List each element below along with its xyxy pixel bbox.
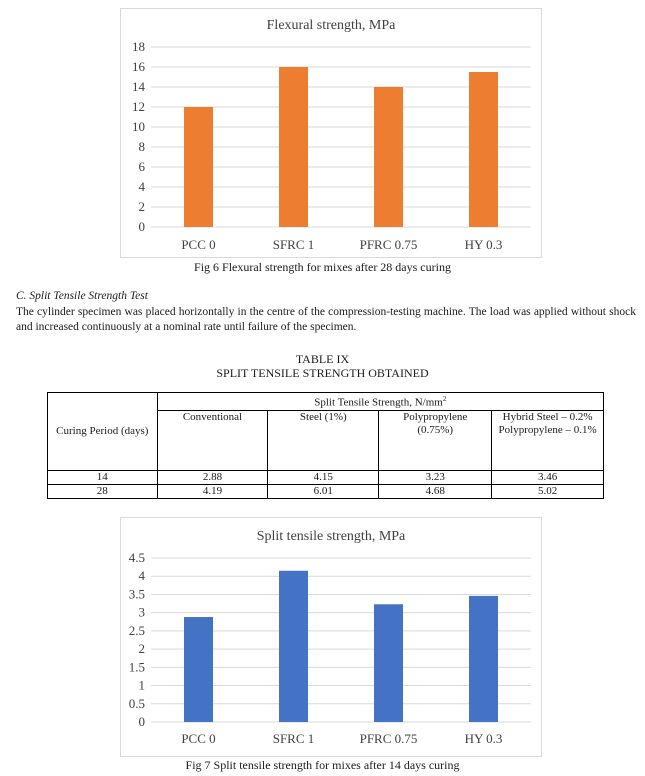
column-header: Hybrid Steel – 0.2% Polypropylene – 0.1% xyxy=(492,410,604,470)
table-cell: 5.02 xyxy=(492,484,604,498)
table-cell: 6.01 xyxy=(268,484,379,498)
table-header-row xyxy=(48,393,604,411)
x-tick-label: PCC 0 xyxy=(181,237,216,252)
x-tick-label: PFRC 0.75 xyxy=(359,237,418,252)
y-tick-label: 8 xyxy=(138,139,145,154)
split-tensile-table xyxy=(47,392,604,499)
bar xyxy=(469,72,498,227)
split-tensile-strength-chart xyxy=(121,518,541,756)
x-tick-label: SFRC 1 xyxy=(272,731,315,746)
y-tick-label: 2 xyxy=(138,641,145,657)
y-tick-label: 0.5 xyxy=(128,695,145,711)
table-row xyxy=(48,484,604,498)
split-tensile-chart-frame xyxy=(120,517,542,757)
table-cell: 4.19 xyxy=(157,484,268,498)
table-group-header xyxy=(157,393,603,411)
y-tick-label: 6 xyxy=(138,159,145,174)
x-tick-label: HY 0.3 xyxy=(464,731,503,746)
y-tick-label: 1 xyxy=(138,677,145,693)
column-header: Conventional xyxy=(157,410,268,470)
column-header: Polypropylene (0.75%) xyxy=(379,410,492,470)
y-tick-label: 0 xyxy=(138,714,145,729)
section-heading: C. Split Tensile Strength Test xyxy=(16,290,148,302)
table-cell: 3.23 xyxy=(379,470,492,484)
table-cell: 14 xyxy=(48,470,158,484)
y-tick-label: 1.5 xyxy=(128,659,145,675)
table-cell: 3.46 xyxy=(492,470,604,484)
table-cell: 4.68 xyxy=(379,484,492,498)
table-cell: 4.15 xyxy=(268,470,379,484)
flexural-strength-chart xyxy=(121,9,541,257)
group-header-label: Split Tensile Strength, N/mm xyxy=(314,396,443,409)
table-row-header xyxy=(48,393,158,471)
fig7-caption: Fig 7 Split tensile strength for mixes after 14 days curing xyxy=(185,758,460,772)
x-tick-label: SFRC 1 xyxy=(272,237,315,252)
table-title: SPLIT TENSILE STRENGTH OBTAINED xyxy=(216,366,429,380)
row-header-label: Curing Period (days) xyxy=(56,424,149,437)
group-header-sup: 2 xyxy=(442,395,447,403)
table-cell: 2.88 xyxy=(157,470,268,484)
bar xyxy=(374,87,403,227)
y-tick-label: 18 xyxy=(132,39,145,54)
y-tick-label: 4.5 xyxy=(128,550,145,565)
bar xyxy=(469,596,498,722)
section-paragraph: The cylinder specimen was placed horizontally in the centre of the compression-testing machine. The load was applied without shock and increased continuously at a nominal rate until failure of the specimen. xyxy=(16,306,636,333)
y-tick-label: 3.5 xyxy=(128,586,145,602)
y-tick-label: 0 xyxy=(138,219,145,234)
x-tick-label: PCC 0 xyxy=(181,731,216,746)
bar xyxy=(279,571,308,722)
y-tick-label: 16 xyxy=(132,59,145,74)
bar xyxy=(374,604,403,722)
table-number: TABLE IX xyxy=(295,352,350,366)
y-tick-label: 2 xyxy=(138,199,145,214)
y-tick-label: 4 xyxy=(138,568,145,584)
flexural-chart-frame xyxy=(120,8,542,258)
fig6-caption: Fig 6 Flexural strength for mixes after 28 days curing xyxy=(194,260,451,274)
x-tick-label: HY 0.3 xyxy=(464,237,503,252)
y-tick-label: 14 xyxy=(132,79,145,94)
table-cell: 28 xyxy=(48,484,158,498)
y-tick-label: 3 xyxy=(138,604,145,620)
table-row xyxy=(48,470,604,484)
y-tick-label: 2.5 xyxy=(128,622,145,638)
y-tick-label: 4 xyxy=(138,179,145,194)
column-header: Steel (1%) xyxy=(268,410,379,470)
bar xyxy=(184,107,213,227)
y-tick-label: 12 xyxy=(132,99,145,114)
x-tick-label: PFRC 0.75 xyxy=(359,731,418,746)
chart-title: Split tensile strength, MPa xyxy=(256,529,406,544)
y-tick-label: 10 xyxy=(132,119,145,134)
bar xyxy=(184,617,213,722)
chart-title: Flexural strength, MPa xyxy=(266,18,396,33)
bar xyxy=(279,67,308,227)
